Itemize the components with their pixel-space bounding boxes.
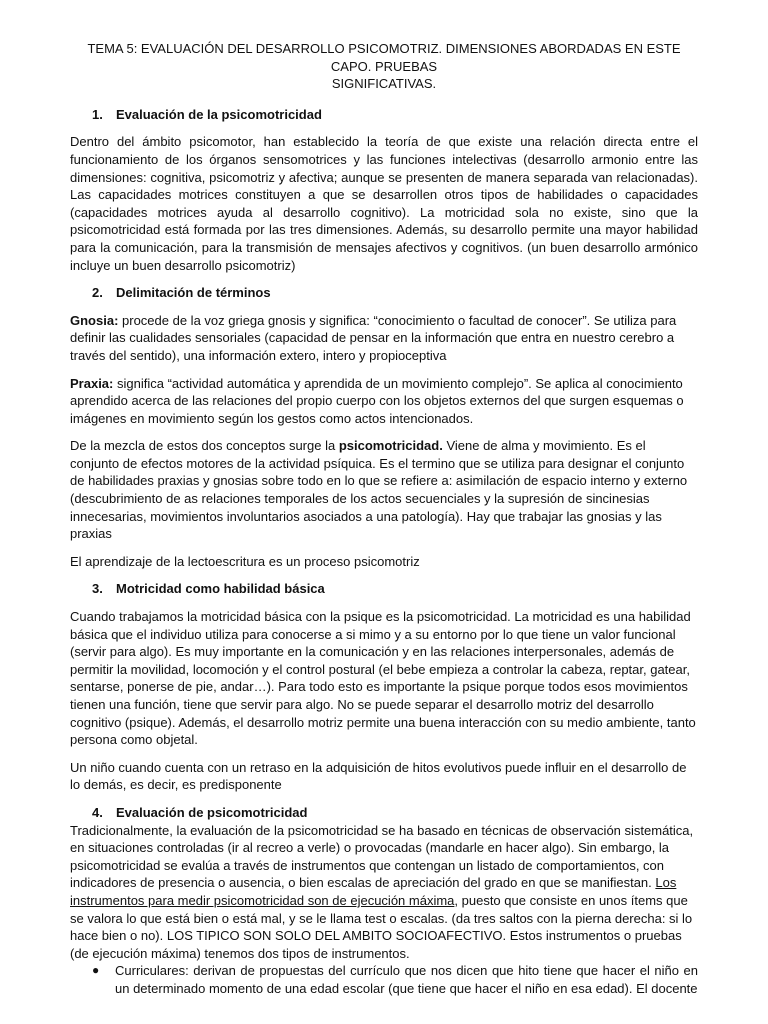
text: De la mezcla de estos dos conceptos surge la [70,438,339,454]
paragraph: El aprendizaje de la lectoescritura es un proceso psicomotriz [70,553,420,569]
bullet-list [70,962,698,997]
section-heading-text: Evaluación de la psicomotricidad [116,106,322,122]
section-number: 2. [92,285,103,301]
paragraph-gnosia [70,312,698,365]
term-psicomotricidad: psicomotricidad. [338,438,443,454]
section-number: 1. [92,106,103,122]
section-heading-1 [70,106,698,124]
paragraph: Un niño cuando cuenta con un retraso en la adquisición de hitos evolutivos puede influir en el desarrollo de lo demás, es decir, es predisponente [70,759,687,793]
underlined-text: Los instrumentos para medir psicomotricidad son de ejecución máxima [70,875,677,908]
paragraph: Dentro del ámbito psicomotor, han establecido la teoría de que existe una relación directa entre el funcionamiento de los órganos sensomotrices y las funciones intelectivas (desarrollo armonio entre las dimensiones: cognitiva, psicomotriz y afectiva; aunque se presenten de manera separada van relacionadas). Las capacidades motrices constituyen a que se desarrollen otros tipos de habilidades o capacidades (capacidades motrices ayuda al desarrollo cognitivo). La motricidad sola no existe, sino que la psicomotricidad está formada por las tres dimensiones. Además, su desarrollo permite una mayor habilidad para la comunicación, para la transmisión de mensajes afectivos y cognitivos. (un buen desarrollo armónico incluye un buen desarrollo psicomotriz) [70,134,698,273]
section-heading-4 [70,804,698,822]
section-heading-2 [70,284,698,302]
paragraph-psicomotricidad [70,437,698,543]
list-item-text: Curriculares: derivan de propuestas del currículo que nos dicen que hito tiene que hacer el niño en un determinado momento de una edad escolar (que tiene que hacer el niño en esa edad). El docente [115,963,698,996]
term-praxia: Praxia: [70,375,114,391]
text: Viene de alma y movimiento. Es el conjunto de efectos motores de la actividad psíquica. Es el termino que se utiliza para designar el conjunto de habilidades praxias y gnosias sobre todo en lo que se refiere a: asimilación de espacio interno y externo (descubrimiento de as relaciones temporales de los actos secuenciales y la supresión de sincinesias innecesarias, movimientos involuntarios asociados a una patología). Hay que trabajar las gnosias y las praxias [70,438,688,542]
paragraph-evaluacion [70,822,698,963]
definition-text: significa “actividad automática y aprendida de un movimiento complejo”. Se aplica al conocimiento aprendido acerca de las relaciones del propio cuerpo con los objetos externos del que surgen esquemas o imágenes en movimiento según los gestos como actos intencionados. [70,375,684,426]
paragraph: Cuando trabajamos la motricidad básica con la psique es la psicomotricidad. La motricidad es una habilidad básica que el individuo utiliza para conocerse a si mimo y a su entorno por lo que tiene un valor funcional (servir para algo). Es muy importante en la comunicación y en las relaciones interpersonales, además de permitir la movilidad, locomoción y el control postural (el bebe empieza a controlar la cabeza, reptar, gatear, sentarse, ponerse de pie, andar…). Para todo esto es importante la psique porque todos esos movimientos tienen una función, tiene que servir para algo. No se puede separar el desarrollo motriz del desarrollo cognitivo (psique). Además, el desarrollo motriz permite una buena interacción con su medio ambiente, tanto persona como objetal. [70,609,696,748]
title-line-2: SIGNIFICATIVAS. [331,76,437,92]
document-title [70,40,698,93]
section-number: 4. [92,804,103,820]
paragraph-praxia [70,375,698,428]
list-item [70,962,698,997]
section-heading-text: Evaluación de psicomotricidad [116,804,308,820]
section-heading-3 [70,580,698,598]
text: Tradicionalmente, la evaluación de la psicomotricidad se ha basado en técnicas de observación sistemática, en situaciones controladas (ir al recreo a verle) o provocadas (mandarle en hacer algo). Sin embargo, la psicomotricidad se evalúa a través de instrumentos que contengan un listado de comportamientos, con indicadores de presencia o ausencia, o bien escalas de apreciación del grado en que se manifiestan. [70,822,694,891]
title-line-1: TEMA 5: EVALUACIÓN DEL DESARROLLO PSICOMOTRIZ. DIMENSIONES ABORDADAS EN ESTE CAPO. PRUEBAS [87,41,681,74]
text: , puesto que consiste en unos ítems que se valora lo que está bien o está mal, y se le llama test o escalas. (da tres saltos con la pierna derecha: si lo hace bien o no). LOS TIPICO SON SOLO DEL AMBITO SOCIOAFECTIVO. Estos instrumentos o pruebas (de ejecución máxima) tenemos dos tipos de instrumentos. [70,892,693,961]
section-heading-text: Delimitación de términos [116,285,271,301]
section-heading-text: Motricidad como habilidad básica [116,581,325,597]
section-number: 3. [92,581,103,597]
bullet-icon: ● [92,963,100,978]
term-gnosia: Gnosia: [70,312,119,328]
definition-text: procede de la voz griega gnosis y significa: “conocimiento o facultad de conocer”. Se utiliza para definir las cualidades sensoriales (capacidad de pensar en la información que entra en nuestro cerebro a través del sentido), una información extero, intero y propioceptiva [70,312,677,363]
